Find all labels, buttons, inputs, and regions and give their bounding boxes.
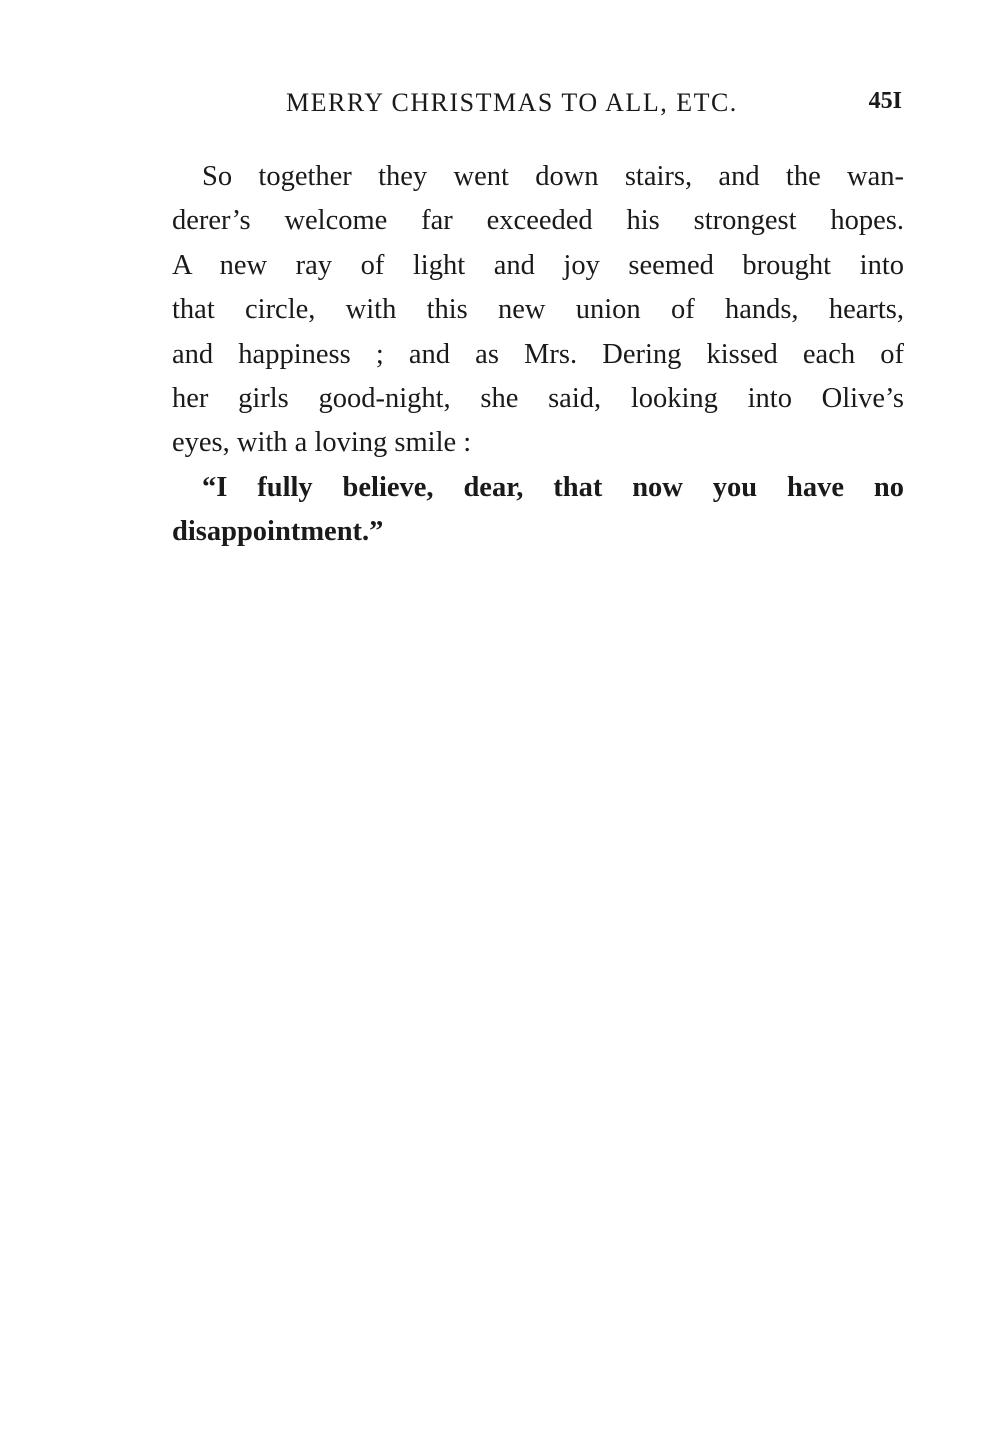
quote-line: disappointment.” [172,516,384,548]
running-head [172,88,904,128]
text-line: eyes, with a loving smile : [172,427,472,459]
text-line: A new ray of light and joy seemed brought into [172,249,904,281]
text-line: that circle, with this new union of hands, hearts, [172,294,904,326]
page-number: 45I [868,88,902,114]
text-line: her girls good-night, she said, looking into Olive’s [172,382,904,414]
text-line: and happiness ; and as Mrs. Dering kissed each of [172,338,904,370]
text-line: So together they went down stairs, and the wan- [202,161,904,192]
text-line: derer’s welcome far exceeded his strongest hopes. [172,205,904,237]
quote-line: “I fully believe, dear, that now you have no [202,471,904,503]
body-text [172,155,904,555]
running-title: MERRY CHRISTMAS TO ALL, ETC. [286,88,738,117]
